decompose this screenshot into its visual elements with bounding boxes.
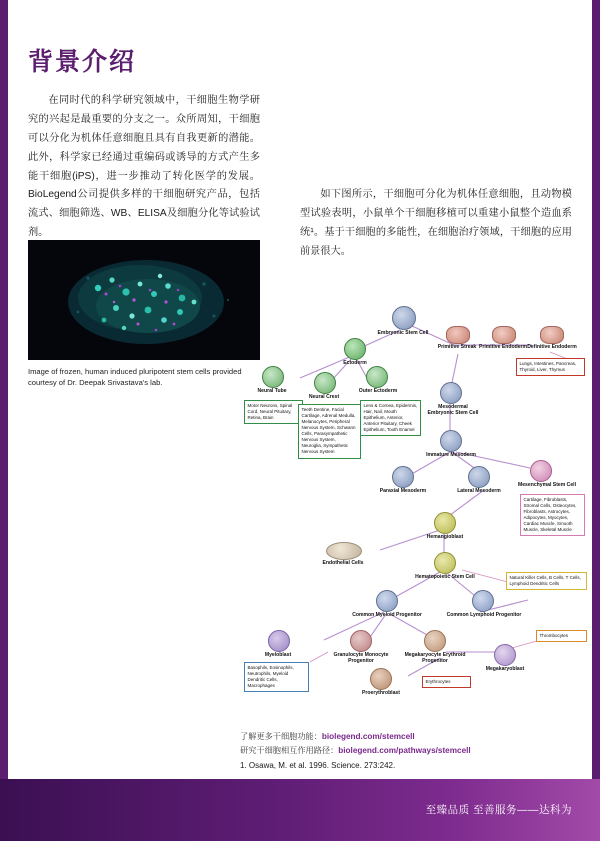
intro-paragraph-left: 在同时代的科学研究领域中，干细胞生物学研究的兴起是最重要的分支之一。众所周知，干细胞可以分化为机体任意细胞且具有自我更新的潜能。此外，科学家已经通过重编码或诱导的方式产生多能干细胞(iPS)，进一步推动了转化医学的发展。BioLegend公司提供多样的干细胞研究产品，包括流式、细胞筛选、WB、ELISA及细胞分化等试验试剂。 — [28, 95, 260, 239]
node-immature-mesoderm — [440, 430, 462, 452]
link-row-stemcell[interactable] — [240, 730, 580, 744]
label-outer-ectoderm: Outer Ectoderm — [358, 388, 398, 394]
label-paraxial-mesoderm: Paraxial Mesoderm — [379, 488, 427, 494]
callout-outer-ectoderm-derivatives: Lens & Cornea, Epidermis, Hair, Nail, Mouth Epithelium, Anterior, Anterior Pituitary, Cheek Epithelium, Tooth Enamel — [360, 400, 421, 436]
callout-mesenchymal-derivatives: Cartilage, Fibroblasts, Stromal Cells, Osteocytes, Fibroblasts, Astrocytes, Adipocytes, Myocytes, Cardiac Muscle, Smooth Muscle, Skeletal Muscle — [520, 494, 585, 536]
label-mesodermal-embryonic-stem-cell: Mesodermal Embryonic Stem Cell — [427, 404, 479, 417]
page-title: 背景介绍 — [28, 48, 137, 76]
link-label-stemcell: 了解更多干细胞功能： — [240, 732, 322, 741]
node-primitive-streak — [446, 326, 470, 344]
node-neural-tube — [262, 366, 284, 388]
node-megakaryocyte-erythroid-progenitor — [424, 630, 446, 652]
link-label-pathways: 研究干细胞相互作用路径： — [240, 746, 339, 756]
link-url-stemcell[interactable]: biolegend.com/stemcell — [321, 732, 415, 741]
label-proerythroblast: Proerythroblast — [362, 690, 400, 696]
label-granulocyte-monocyte-progenitor: Granulocyte Monocyte Progenitor — [333, 652, 389, 665]
right-edge-bar — [592, 0, 600, 841]
label-lateral-mesoderm: Lateral Mesoderm — [457, 488, 501, 494]
node-embryonic-stem-cell — [392, 306, 416, 330]
node-hematopoietic-stem-cell — [434, 552, 456, 574]
intro-paragraph-right: 如下图所示，干细胞可分化为机体任意细胞，且动物模型试验表明，小鼠单个干细胞移植可以重建小鼠整个造血系统¹。基于干细胞的多能性，在细胞治疗领域，干细胞的应用前景很大。 — [300, 189, 572, 257]
node-ectoderm — [344, 338, 366, 360]
label-mesenchymal-stem-cell: Mesenchymal Stem Cell — [517, 482, 577, 488]
label-hematopoietic-stem-cell: Hematopoietic Stem Cell — [415, 574, 475, 580]
photo-caption: Image of frozen, human induced pluripotent stem cells provided courtesy of Dr. Deepak Srivastava's lab. — [28, 367, 242, 387]
label-primitive-streak: Primitive Streak — [437, 344, 477, 350]
callout-endoderm-organs: Lungs, Intestines, Pancreas, Thyroid, Liver, Thymus — [516, 358, 585, 376]
callout-lymphoid-derivatives: Natural Killer Cells, B Cells, T Cells, Lymphoid Dendritic Cells — [506, 572, 587, 590]
reference-citation: 1. Osawa, M. et al. 1996. Science. 273:242. — [240, 760, 396, 770]
label-endothelial-cells: Endothelial Cells — [322, 560, 364, 566]
label-immature-mesoderm: Immature Mesoderm — [426, 452, 476, 458]
node-primitive-endoderm — [492, 326, 516, 344]
callout-myeloid-derivatives: Basophils, Eosinophils, Neutrophils, Myeloid Dendritic Cells, Macrophages — [244, 662, 309, 692]
label-common-myeloid-progenitor: Common Myeloid Progenitor — [352, 612, 422, 618]
node-myeloblast — [268, 630, 290, 652]
label-common-lymphoid-progenitor: Common Lymphoid Progenitor — [446, 612, 522, 618]
callout-erythrocytes: Erythrocytes — [422, 676, 471, 688]
label-megakaryocyte-erythroid-progenitor: Megakaryocyte Erythroid Progenitor — [404, 652, 466, 665]
stem-cell-photo — [28, 240, 260, 360]
label-megakaryoblast: Megakaryoblast — [485, 666, 525, 672]
link-row-pathways[interactable] — [240, 744, 580, 758]
left-edge-bar — [0, 0, 8, 841]
link-url-pathways[interactable]: biolegend.com/pathways/stemcell — [338, 746, 471, 756]
node-proerythroblast — [370, 668, 392, 690]
label-definitive-endoderm: Definitive Endoderm — [527, 344, 577, 350]
label-myeloblast: Myeloblast — [264, 652, 292, 658]
stem-cell-lineage-diagram — [240, 300, 588, 720]
label-hemangioblast: Hemangioblast — [426, 534, 464, 540]
node-endothelial-cells — [326, 542, 362, 560]
node-outer-ectoderm — [366, 366, 388, 388]
node-common-myeloid-progenitor — [376, 590, 398, 612]
callout-thrombocytes: Thrombocytes — [536, 630, 587, 642]
node-mesodermal-embryonic-stem-cell — [440, 382, 462, 404]
node-hemangioblast — [434, 512, 456, 534]
resource-links — [240, 730, 580, 773]
node-paraxial-mesoderm — [392, 466, 414, 488]
label-neural-crest: Neural Crest — [308, 394, 340, 400]
node-megakaryoblast — [494, 644, 516, 666]
node-common-lymphoid-progenitor — [472, 590, 494, 612]
label-embryonic-stem-cell: Embryonic Stem Cell — [377, 330, 429, 336]
footer-slogan: 至臻品质 至善服务——达科为 — [425, 804, 572, 816]
label-ectoderm: Ectoderm — [343, 360, 367, 366]
label-neural-tube: Neural Tube — [257, 388, 287, 394]
node-mesenchymal-stem-cell — [530, 460, 552, 482]
node-neural-crest — [314, 372, 336, 394]
label-primitive-endoderm: Primitive Endoderm — [478, 344, 528, 350]
node-granulocyte-monocyte-progenitor — [350, 630, 372, 652]
callout-neural-tube-derivatives: Motor Neurons, Spinal Cord, Neural Pituitary, Retina, Brain — [244, 400, 303, 424]
node-definitive-endoderm — [540, 326, 564, 344]
node-lateral-mesoderm — [468, 466, 490, 488]
callout-neural-crest-derivatives: Teeth Dentine, Facial Cartilage, Adrenal Medulla, Melanocytes, Peripheral Nervous System, Schwann Cells, Parasympathetic Nervous System, Neuroglia, Sympathetic Nervous System — [298, 404, 361, 459]
